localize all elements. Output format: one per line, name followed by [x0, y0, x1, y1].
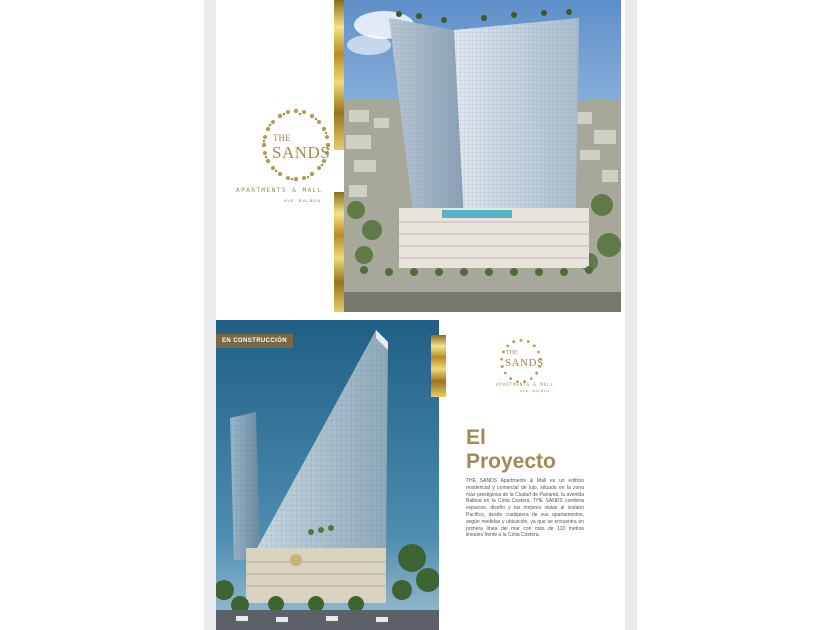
tower-aerial-rendering: [344, 0, 621, 312]
brochure-page-cover: [216, 0, 621, 312]
right-margin-strip: [625, 0, 637, 630]
logo-subtitle: APARTMENTS & MALL: [496, 382, 554, 387]
project-title: [466, 426, 556, 474]
the-sands-logo: [492, 336, 562, 416]
tower-street-rendering: [216, 320, 439, 630]
brochure-page-project: [216, 320, 621, 630]
logo-location: AVE. BALBOA: [520, 389, 551, 393]
gold-foil-bar: [334, 192, 344, 312]
logo-location: AVE. BALBOA: [284, 198, 321, 203]
gold-foil-bar: [334, 0, 344, 150]
left-margin-strip: [204, 0, 216, 630]
logo-sands-text: SANDS: [272, 143, 331, 162]
logo-sands-text: SANDS: [505, 357, 544, 369]
gold-foil-bar: [431, 335, 446, 397]
logo-subtitle: APARTMENTS & MALL: [236, 187, 323, 194]
project-title-line2: Proyecto: [466, 450, 556, 473]
project-title-line1: El: [466, 426, 486, 449]
project-description: THE SANDS Apartments & Mall es un edificio residencial y comercial de lujo, situado en la zona más prestigiosa de la Ciudad de Panamá, la avenida Balboa en la Cinta Costera. THE SANDS combina espacios, diseño y las mejores vistas al océano Pacífico, desde cualquiera de sus apartamentos, según medidas y ubicación, ya que se encuentra en primera línea del mar con más de 110 metros lineales frente a la Cinta Costera.: [466, 478, 584, 539]
construction-status-badge: EN CONSTRUCCIÓN: [216, 334, 293, 348]
logo-the-text: THE: [506, 350, 518, 356]
logo-the-text: THE: [273, 133, 291, 143]
